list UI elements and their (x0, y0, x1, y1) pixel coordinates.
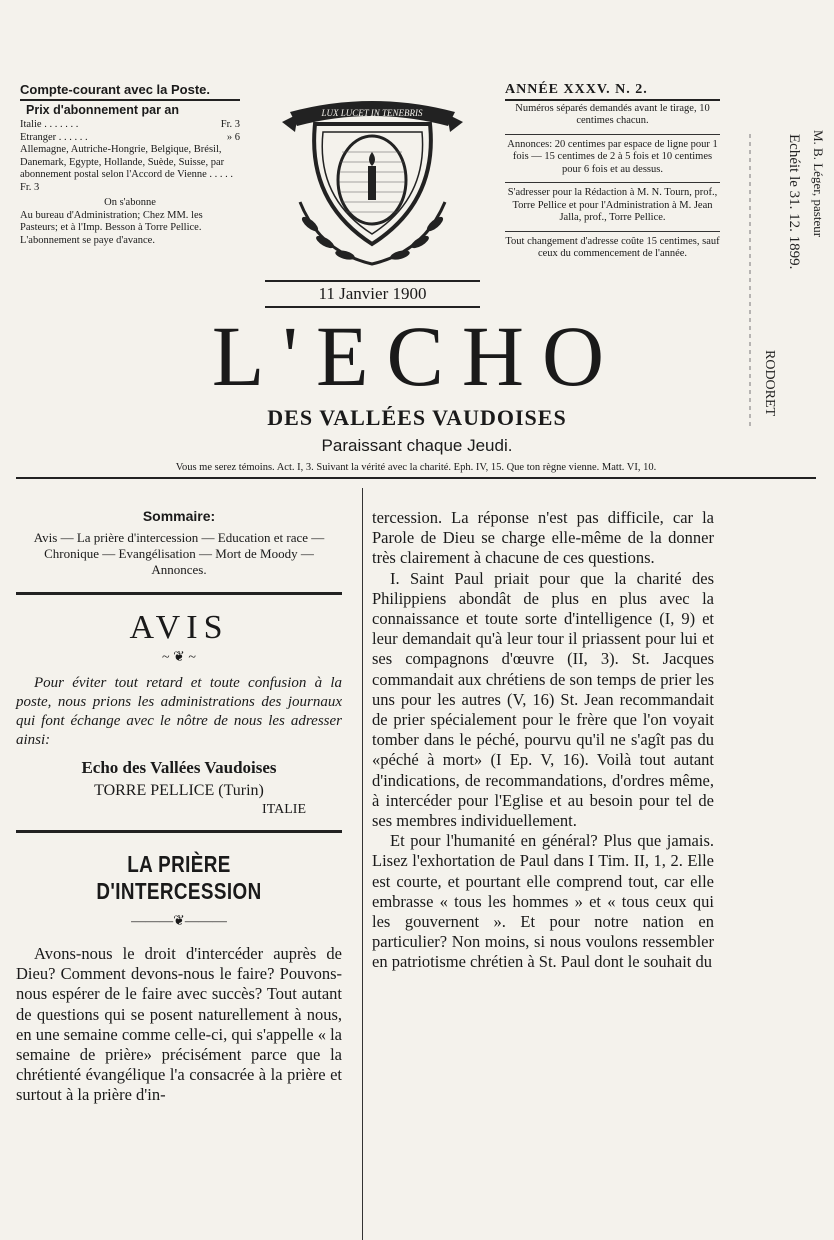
bureau-text: Au bureau d'Administration; Chez MM. les Pasteurs; et à l'Imp. Besson à Torre Pellice. (20, 209, 203, 233)
emblem-motto: LUX LUCET IN TENEBRIS (321, 108, 423, 118)
article-paragraph-4: Et pour l'humanité en général? Plus que jamais. Lisez l'exhortation de Paul dans I Tim. II, 1, 2. Elle est courte, et pourtant elle comprend tout, car elle embrasse « tous les hommes » et « tous ceux qui les gouvernent ». Et pour notre nation en particulier? Non moins, si nous voulons ressembler en patriotisme chrétien à St. Paul dont le souhait du (372, 831, 714, 972)
avis-body: Pour éviter tout retard et toute confusion à la poste, nous prions les administrations des journaux qui font échange avec le nôtre de nous les adresser ainsi: (16, 675, 342, 748)
article-continuation (372, 508, 714, 973)
price-row-italie: Italie . . . . . . . Fr. 3 (20, 119, 240, 130)
right-column (372, 508, 714, 973)
article-paragraph-2: tercession. La réponse n'est pas difficile, car la Parole de Dieu se charge elle-même de la donner très clairement à chacune de ces questions. (372, 508, 714, 568)
stamp-line-1: M. B. Léger, pasteur (811, 130, 826, 238)
stamp-line-3: RODORET (762, 350, 777, 417)
price-row-etranger: Etranger . . . . . . » 6 (20, 131, 240, 143)
numeros-text: Numéros séparés demandés avant le tirage, 10 centimes chacun. (515, 102, 710, 126)
address-line-3: ITALIE (262, 802, 306, 817)
divider (16, 830, 342, 833)
subscription-box (20, 84, 240, 247)
on-sabonne: On s'abonne (104, 197, 156, 208)
countries-text: Allemagne, Autriche-Hongrie, Belgique, Brésil, Danemark, Egypte, Hollande, Suède, Suisse, par abonnement postal selon l'Accord de Vienne . . . . . Fr. 3 (20, 144, 234, 193)
divider (505, 231, 720, 232)
postal-account-title: Compte-courant avec la Poste. (20, 84, 240, 101)
issue-date: 11 Janvier 1900 (265, 280, 480, 308)
subscription-price-title: Prix d'abonnement par an (26, 102, 180, 117)
left-column (16, 508, 342, 1106)
divider (505, 182, 720, 183)
ornament: ~ ❦ ~ (162, 650, 196, 665)
divider (505, 134, 720, 135)
article-paragraph-1: Avons-nous le droit d'intercéder auprès de Dieu? Comment devons-nous le faire? Pouvons-nous espérer de le faire avec succès? Tout autant de questions qui se posent naturellement à nous, en une semaine comme celle-ci, qui s'appelle « la semaine de prière» précisément parce que la chrétienté évangélique l'a consacrée à la prière et surtout à la prière d'in- (16, 944, 342, 1105)
address-line-2: TORRE PELLICE (Turin) (94, 782, 264, 799)
avis-title: AVIS (129, 609, 229, 646)
sommaire-title: Sommaire: (142, 508, 216, 524)
address-line-1: Echo des Vallées Vaudoises (81, 758, 277, 777)
article-paragraph-3: I. Saint Paul priait pour que la charité des Philippiens abondât de plus en plus avec la connaissance et toute sorte d'intelligence (I, 9) et leur demandait qu'à leur tour il priassent pour lui et ses compagnons d'œuvre (II, 3). St. Jacques commandait aux chrétiens de son temps de prier les uns pour les autres (V, 16) St. Jean recommandait de prier spécialement pour le frère que l'on voyait tomber dans le péché, pourvu qu'il ne s'agît pas du «péché à mort» (I Ep. V, 16). Voilà tout autant d'indications, de recommandations, d'ordres même, à intercéder pour l'Eglise et au besoin pour tel de ses membres individuellement. (372, 568, 714, 831)
ornament: ———❦——— (131, 914, 227, 929)
year-number: ANNÉE XXXV. N. 2. (505, 84, 720, 101)
annonces-text: Annonces: 20 centimes par espace de ligne pour 1 fois — 15 centimes de 2 à 5 fois et 10 centimes pour 6 fois et au dessus. (507, 138, 718, 175)
column-rule (362, 488, 363, 1240)
sommaire-text: Avis — La prière d'intercession — Education et race — Chronique — Evangélisation — Mort de Moody — Annonces. (33, 530, 325, 577)
newspaper-title: L'ECHO (211, 308, 623, 404)
article-title: LA PRIÈRE D'INTERCESSION (96, 851, 262, 904)
info-box (505, 84, 720, 267)
changement-text: Tout changement d'adresse coûte 15 centimes, sauf ceux du commencement de l'année. (505, 235, 720, 259)
masthead-motto: Vous me serez témoins. Act. I, 3. Suivant la vérité avec la charité. Eph. IV, 15. Que ton règne vienne. Matt. VI, 10. (16, 462, 816, 479)
adresser-text: S'adresser pour la Rédaction à M. N. Tourn, prof., Torre Pellice et pour l'Administration à M. Jean Jalla, prof., Torre Pellice. (507, 187, 718, 223)
stamp-line-2: Echéit le 31. 12. 1899. (786, 134, 802, 270)
avance-text: L'abonnement se paye d'avance. (20, 234, 155, 246)
newspaper-subtitle: DES VALLÉES VAUDOISES (267, 405, 567, 430)
waldensian-emblem (270, 92, 475, 282)
newspaper-tagline: Paraissant chaque Jeudi. (321, 436, 513, 455)
divider (16, 592, 342, 595)
